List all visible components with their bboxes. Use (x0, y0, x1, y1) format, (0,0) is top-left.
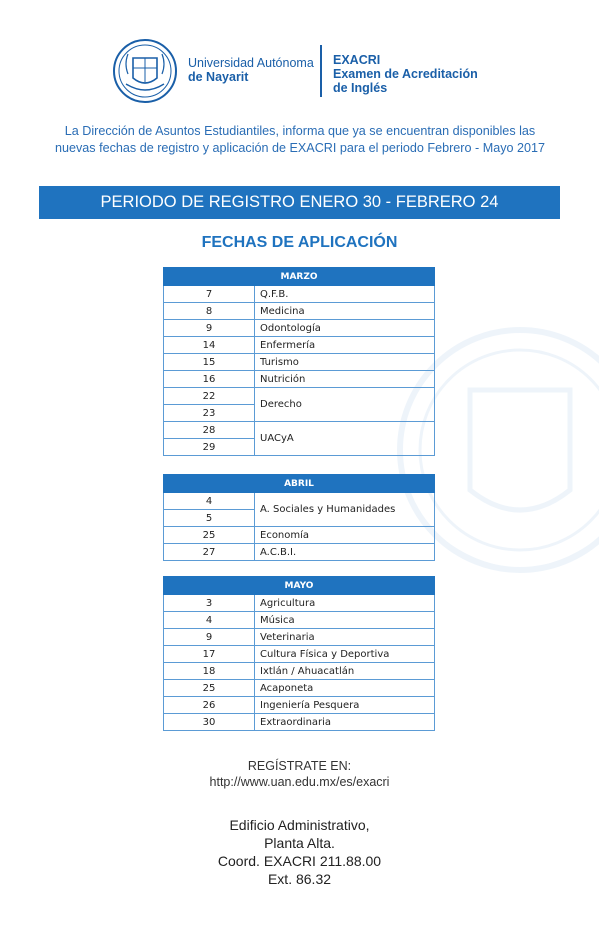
table-row (164, 354, 435, 371)
day-cell: 18 (164, 663, 255, 680)
day-cell: 28 (164, 422, 255, 439)
table-row (164, 337, 435, 354)
address-line4: Ext. 86.32 (267, 871, 332, 887)
table-row (164, 612, 435, 629)
month-header: ABRIL (164, 475, 435, 493)
career-cell: Derecho (255, 388, 435, 422)
career-cell: Nutrición (255, 371, 435, 388)
day-cell: 4 (164, 612, 255, 629)
address-line1: Edificio Administrativo, (229, 817, 370, 833)
table-row (164, 388, 435, 405)
day-cell: 7 (164, 286, 255, 303)
address-line2: Planta Alta. (264, 835, 335, 851)
career-cell: A. Sociales y Humanidades (255, 493, 435, 527)
table-row (164, 646, 435, 663)
day-cell: 16 (164, 371, 255, 388)
day-cell: 15 (164, 354, 255, 371)
table-row (164, 286, 435, 303)
table-row (164, 493, 435, 510)
application-dates-title: FECHAS DE APLICACIÓN (201, 234, 398, 251)
day-cell: 29 (164, 439, 255, 456)
career-cell: Extraordinaria (255, 714, 435, 731)
career-cell: Enfermería (255, 337, 435, 354)
career-cell: Agricultura (255, 595, 435, 612)
march-dates-table (163, 267, 435, 456)
career-cell: A.C.B.I. (255, 544, 435, 561)
day-cell: 8 (164, 303, 255, 320)
table-row (164, 371, 435, 388)
day-cell: 14 (164, 337, 255, 354)
table-row (164, 544, 435, 561)
register-block (0, 758, 599, 790)
university-name-line2: de Nayarit (188, 70, 249, 84)
day-cell: 25 (164, 680, 255, 697)
table-row (164, 629, 435, 646)
career-cell: Economía (255, 527, 435, 544)
register-label: REGÍSTRATE EN: (247, 759, 352, 773)
address-line3: Coord. EXACRI 211.88.00 (217, 853, 382, 869)
may-dates-table (163, 576, 435, 731)
career-cell: Ingeniería Pesquera (255, 697, 435, 714)
career-cell: Odontología (255, 320, 435, 337)
day-cell: 4 (164, 493, 255, 510)
registration-period-banner: PERIODO DE REGISTRO ENERO 30 - FEBRERO 24 (39, 186, 560, 219)
career-cell: Música (255, 612, 435, 629)
table-row (164, 680, 435, 697)
university-logo-icon (112, 38, 178, 104)
table-row (164, 714, 435, 731)
intro-line2: nuevas fechas de registro y aplicación de EXACRI para el periodo Febrero - Mayo 2017 (54, 141, 546, 155)
intro-paragraph (20, 123, 580, 157)
day-cell: 23 (164, 405, 255, 422)
career-cell: Turismo (255, 354, 435, 371)
day-cell: 26 (164, 697, 255, 714)
day-cell: 30 (164, 714, 255, 731)
exacri-title-block (333, 53, 478, 95)
month-header: MAYO (164, 577, 435, 595)
table-row (164, 422, 435, 439)
career-cell: Acaponeta (255, 680, 435, 697)
career-cell: UACyA (255, 422, 435, 456)
april-dates-table (163, 474, 435, 561)
day-cell: 5 (164, 510, 255, 527)
exacri-subtitle-line1: Examen de Acreditación (333, 67, 478, 81)
table-row (164, 595, 435, 612)
career-cell: Ixtlán / Ahuacatlán (255, 663, 435, 680)
day-cell: 9 (164, 629, 255, 646)
table-row (164, 303, 435, 320)
day-cell: 3 (164, 595, 255, 612)
day-cell: 27 (164, 544, 255, 561)
table-row (164, 663, 435, 680)
university-name (188, 56, 314, 84)
intro-line1: La Dirección de Asuntos Estudiantiles, informa que ya se encuentran disponibles las (64, 124, 536, 138)
university-name-line1: Universidad Autónoma (188, 56, 314, 70)
month-header: MARZO (164, 268, 435, 286)
day-cell: 25 (164, 527, 255, 544)
register-url-link[interactable]: http://www.uan.edu.mx/es/exacri (209, 775, 390, 789)
table-row (164, 320, 435, 337)
career-cell: Medicina (255, 303, 435, 320)
header-divider (320, 45, 322, 97)
career-cell: Q.F.B. (255, 286, 435, 303)
exacri-title: EXACRI (333, 53, 381, 67)
day-cell: 22 (164, 388, 255, 405)
career-cell: Veterinaria (255, 629, 435, 646)
career-cell: Cultura Física y Deportiva (255, 646, 435, 663)
table-row (164, 527, 435, 544)
address-block (0, 816, 599, 888)
table-row (164, 697, 435, 714)
day-cell: 9 (164, 320, 255, 337)
exacri-subtitle-line2: de Inglés (333, 81, 388, 95)
day-cell: 17 (164, 646, 255, 663)
